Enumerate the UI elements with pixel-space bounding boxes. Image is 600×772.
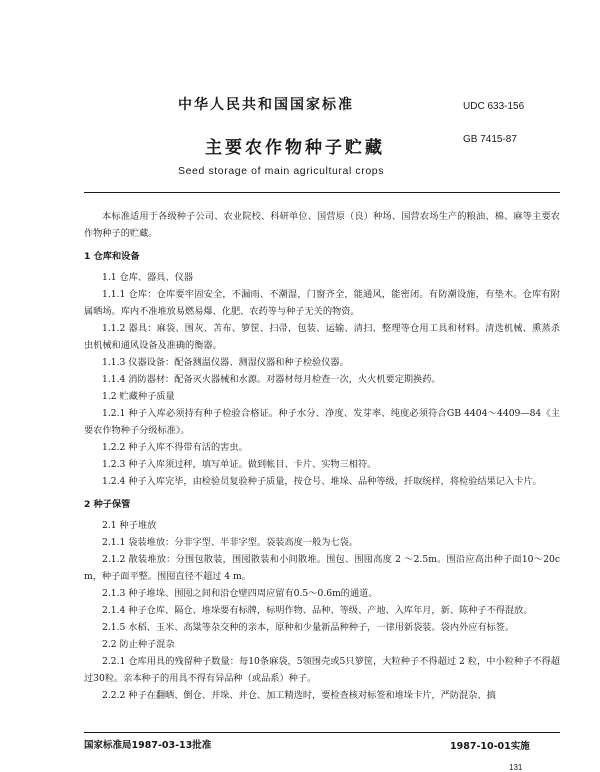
header-divider bbox=[84, 192, 560, 193]
clause: 1.1.1 仓库：仓库要牢固安全，不漏雨、不潮湿，门窗齐全，能通风，能密闭。有防潮设施，有垫木。仓库有附属晒场。库内不准堆放易燃易爆、化肥、农药等与种子无关的物资。 bbox=[84, 289, 560, 317]
clause: 2.1.3 种子堆垛、围囤之间和沿仓壁四周应留有0.5～0.6m的通道。 bbox=[102, 588, 378, 599]
footer-divider bbox=[84, 732, 560, 733]
clause: 1.2 贮藏种子质量 bbox=[102, 391, 175, 402]
clause: 1.2.1 种子入库必须持有种子检验合格证。种子水分、净度、发芽率、纯度必须符合GB 4404～4409—84《主要农作物种子分级标准》。 bbox=[84, 408, 560, 436]
clause: 1.2.2 种子入库不得带有活的害虫。 bbox=[102, 442, 248, 453]
clause: 1.2.3 种子入库须过秤，填写单证。做到帐目、卡片、实物三相符。 bbox=[102, 459, 377, 470]
gb-number: GB 7415-87 bbox=[463, 134, 517, 145]
page-number: 131 bbox=[509, 763, 523, 772]
udc-code: UDC 633-156 bbox=[463, 101, 525, 112]
clause: 2.2 防止种子混杂 bbox=[102, 639, 175, 650]
section-heading: 1 仓库和设备 bbox=[84, 251, 140, 262]
standard-category-title: 中华人民共和国国家标准 bbox=[178, 97, 354, 113]
document-body bbox=[84, 208, 560, 704]
clause: 2.1 种子堆放 bbox=[102, 520, 157, 531]
section-heading: 2 种子保管 bbox=[84, 499, 131, 510]
clause: 2.2.1 仓库用具的残留种子数量：每10条麻袋，5领围壳或5只箩筐，大粒种子不得超过 2 粒，中小粒种子不得超过30粒。亲本种子的用具不得有异品种（或品系）种子。 bbox=[84, 656, 560, 684]
issue-date: 国家标准局1987-03-13批准 bbox=[84, 740, 212, 751]
clause: 1.1.3 仪器设备：配备测温仪器、测湿仪器和种子检验仪器。 bbox=[102, 357, 349, 368]
intro-paragraph: 本标准适用于各级种子公司、农业院校、科研单位、国营原（良）种场、国营农场生产的粮油、棉、麻等主要农作物种子的贮藏。 bbox=[84, 211, 560, 239]
effective-date: 1987-10-01实施 bbox=[450, 741, 530, 752]
document-title-en: Seed storage of main agricultural crops bbox=[178, 165, 385, 177]
clause: 1.2.4 种子入库完毕，由检验员复验种子质量，按仓号、堆垛、品种等级，扦取统样，将检验结果记入卡片。 bbox=[102, 476, 542, 487]
clause: 2.1.5 水稻、玉米、高粱等杂交种的亲本，原种和少量新品种种子，一律用新袋装。袋内外应有标签。 bbox=[102, 622, 515, 633]
clause: 1.1 仓库、器具、仪器 bbox=[102, 272, 194, 283]
document-title-cn: 主要农作物种子贮藏 bbox=[205, 138, 385, 158]
clause: 2.2.2 种子在翻晒、倒仓、并垛、并仓、加工精选时，要检查核对标签和堆垛卡片，严防混杂、搞 bbox=[102, 690, 496, 701]
clause: 1.1.2 器具：麻袋、围灰、苫布、箩筐、扫帚，包装、运输、清扫、整理等仓用工具和材料。清选机械、熏蒸杀虫机械和通风设备及准确的衡器。 bbox=[84, 323, 560, 351]
clause: 1.1.4 消防器材：配备灭火器械和水源。对器材每月检查一次，火火机要定期换药。 bbox=[102, 374, 441, 385]
clause: 2.1.2 散装堆放：分围包散装，围囤散装和小间散堆。围包、围囤高度 2 ～2.5m。围沿应高出种子面10～20cm，种子面平整。围囤直径不超过 4 m。 bbox=[84, 554, 560, 582]
clause: 2.1.1 袋装堆放：分非字型、半非字型。袋装高度一般为七袋。 bbox=[102, 537, 358, 548]
clause: 2.1.4 种子仓库、隔仓、堆垛要有标牌，标明作物、品种、等级、产地、入库年月，新、陈种子不得混放。 bbox=[102, 605, 533, 616]
